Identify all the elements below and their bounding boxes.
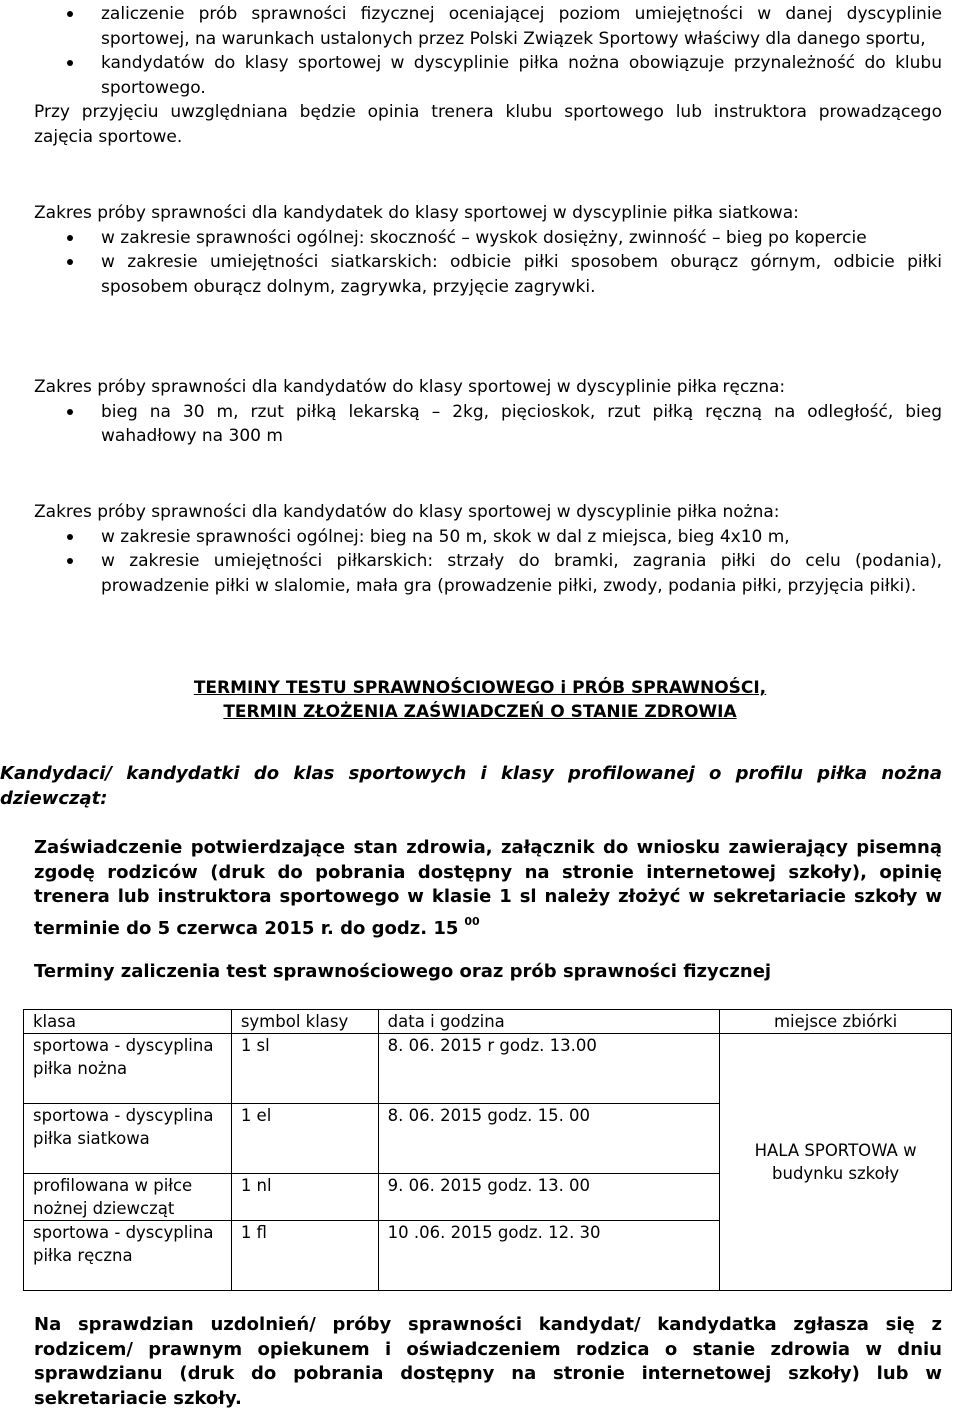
- header-cell-symbol: symbol klasy: [231, 1010, 378, 1034]
- handball-intro: Zakres próby sprawności dla kandydatów do klasy sportowej w dyscyplinie piłka ręczna:: [34, 377, 786, 397]
- list-item: w zakresie umiejętności piłkarskich: strzały do bramki, zagrania piłki do celu (podania), prowadzenie piłki w slalomie, mała gra (prowadzenie piłki, zwody, podania piłki, przyjęcia piłki).: [34, 549, 942, 598]
- cell-date: 8. 06. 2015 r godz. 13.00: [378, 1034, 720, 1104]
- cell-date: 8. 06. 2015 godz. 15. 00: [378, 1104, 720, 1174]
- certificate-paragraph: [34, 836, 942, 941]
- cell-class: sportowa - dyscyplina piłka nożna: [24, 1034, 232, 1104]
- footer-note: Na sprawdzian uzdolnień/ próby sprawności kandydat/ kandydatka zgłasza się z rodzicem/ prawnym opiekunem i oświadczeniem rodzica o stanie zdrowia w dniu sprawdzianu (druk do pobrania dostępny na stronie internetowej szkoły) lub w sekretariacie szkoły.: [34, 1314, 942, 1409]
- schedule-table: [23, 1009, 952, 1291]
- schedule-title: Terminy zaliczenia test sprawnościowego oraz prób sprawności fizycznej: [34, 961, 772, 982]
- cell-symbol: 1 sl: [231, 1034, 378, 1104]
- football-section: [34, 500, 942, 598]
- handball-section: [34, 375, 942, 449]
- cell-place: HALA SPORTOWA w budynku szkoły: [720, 1034, 952, 1291]
- football-intro: Zakres próby sprawności dla kandydatów do klasy sportowej w dyscyplinie piłka nożna:: [34, 502, 780, 522]
- volleyball-section: [34, 201, 942, 299]
- list-item: w zakresie sprawności ogólnej: skoczność – wyskok dosiężny, zwinność – bieg po kopercie: [34, 226, 942, 251]
- list-item: zaliczenie prób sprawności fizycznej oceniającej poziom umiejętności w danej dyscyplinie sportowej, na warunkach ustalonych przez Polski Związek Sportowy właściwy dla danego sportu,: [34, 2, 942, 51]
- football-list: [34, 525, 942, 599]
- requirements-list: [34, 2, 942, 100]
- handball-list: [34, 400, 942, 449]
- cell-class: sportowa - dyscyplina piłka ręczna: [24, 1221, 232, 1291]
- list-item: kandydatów do klasy sportowej w dyscyplinie piłka nożna obowiązuje przynależność do klubu sportowego.: [34, 51, 942, 100]
- header-cell-date: data i godzina: [378, 1010, 720, 1034]
- list-item: bieg na 30 m, rzut piłką lekarską – 2kg, pięcioskok, rzut piłką ręczną na odległość, bieg wahadłowy na 300 m: [34, 400, 942, 449]
- volleyball-intro: Zakres próby sprawności dla kandydatek do klasy sportowej w dyscyplinie piłka siatkowa:: [34, 203, 799, 223]
- cell-class: profilowana w piłce nożnej dziewcząt: [24, 1174, 232, 1221]
- table-header-row: [24, 1010, 952, 1034]
- cell-date: 9. 06. 2015 godz. 13. 00: [378, 1174, 720, 1221]
- trainer-note: Przy przyjęciu uwzględniana będzie opinia trenera klubu sportowego lub instruktora prowadzącego zajęcia sportowe.: [34, 102, 942, 147]
- cell-date: 10 .06. 2015 godz. 12. 30: [378, 1221, 720, 1291]
- header-cell-place: miejsce zbiórki: [720, 1010, 952, 1034]
- list-item: w zakresie umiejętności siatkarskich: odbicie piłki sposobem oburącz górnym, odbicie piłki sposobem oburącz dolnym, zagrywka, przyjęcie zagrywki.: [34, 250, 942, 299]
- cell-symbol: 1 fl: [231, 1221, 378, 1291]
- heading-line-1: TERMINY TESTU SPRAWNOŚCIOWEGO i PRÓB SPRAWNOŚCI,: [193, 678, 767, 698]
- candidates-title: Kandydaci/ kandydatki do klas sportowych i klasy profilowanej o profilu piłka nożna dziewcząt:: [0, 763, 942, 809]
- cell-symbol: 1 nl: [231, 1174, 378, 1221]
- cell-symbol: 1 el: [231, 1104, 378, 1174]
- table-row: [24, 1034, 952, 1104]
- heading-line-2: TERMIN ZŁOŻENIA ZAŚWIADCZEŃ O STANIE ZDROWIA: [223, 702, 737, 722]
- certificate-time-sup: 00: [464, 914, 480, 928]
- section-heading: [0, 676, 960, 724]
- volleyball-list: [34, 226, 942, 300]
- certificate-text: Zaświadczenie potwierdzające stan zdrowia, załącznik do wniosku zawierający pisemną zgodę rodziców (druk do pobrania dostępny na stronie internetowej szkoły), opinię trenera lub instruktora sportowego w klasie 1 sl należy złożyć w sekretariacie szkoły w terminie do 5 czerwca 2015 r. do godz. 15: [34, 837, 942, 939]
- list-item: w zakresie sprawności ogólnej: bieg na 50 m, skok w dal z miejsca, bieg 4x10 m,: [34, 525, 942, 550]
- requirements-block: [34, 2, 942, 149]
- header-cell-class: klasa: [24, 1010, 232, 1034]
- cell-class: sportowa - dyscyplina piłka siatkowa: [24, 1104, 232, 1174]
